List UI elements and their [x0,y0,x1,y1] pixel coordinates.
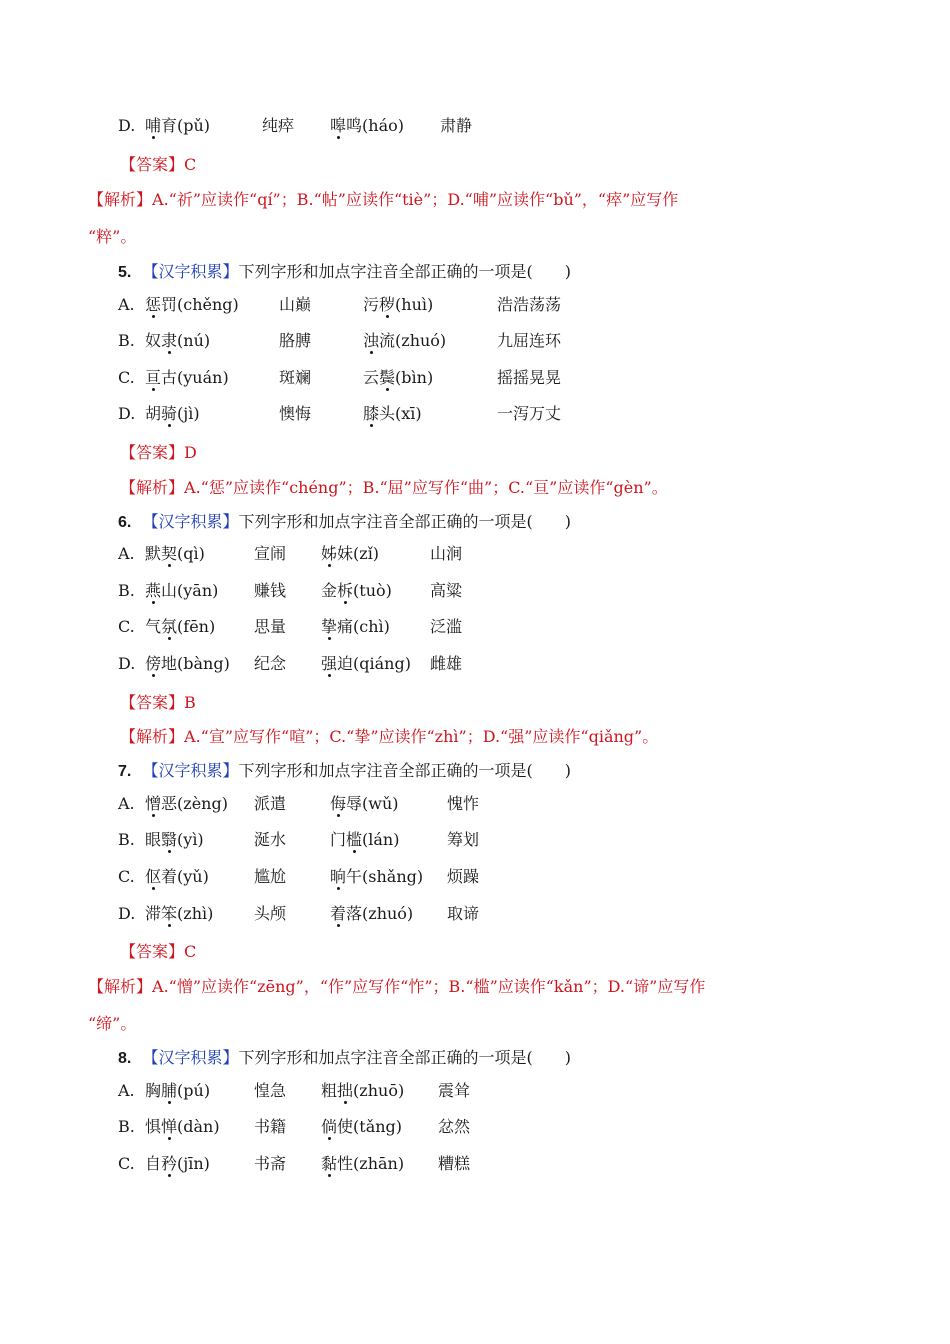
question-number: 7. [118,763,132,780]
option-item: 头颅 [254,904,287,923]
emphasis-char: 晌 [330,867,347,886]
emphasis-char: 倘 [321,1117,338,1136]
emphasis-char: 着 [330,904,347,923]
option-item: 泛滥 [430,617,463,636]
option-item: 书斋 [254,1154,287,1173]
emphasis-char: 憎 [145,794,162,813]
question-tag: 【汉字积累】 [142,761,239,780]
option-item: 眼翳(yì) [145,830,204,849]
option-item: 山巅 [279,295,312,314]
option-item: 燕山(yān) [145,581,219,600]
option-item: 着落(zhuó) [330,904,414,923]
option-item: 奴隶(nú) [145,331,211,350]
option-item: 胳膊 [279,331,312,350]
question-tag: 【汉字积累】 [142,1048,239,1067]
option-item: 门槛(lán) [330,830,400,849]
emphasis-char: 矜 [161,1154,178,1173]
option-item: 伛着(yǔ) [145,867,209,886]
question-text: 下列字形和加点字注音全部正确的一项是( ) [238,1048,571,1067]
question-stem [118,261,571,284]
emphasis-char: 隶 [161,331,178,350]
option-item: 胡骑(jì) [145,404,200,423]
option-item: 胸脯(pú) [145,1081,211,1100]
option-item: 摇摇晃晃 [497,368,562,387]
option-item: 嗥鸣(háo) [330,116,404,135]
option-item: 赚钱 [254,581,287,600]
option-item: 糟糕 [438,1154,471,1173]
option-item: 默契(qì) [145,544,205,563]
option-item: 姊妹(zǐ) [321,544,380,563]
option-item: 山涧 [430,544,463,563]
emphasis-char: 黏 [321,1154,338,1173]
answer-line: 【答案】B [120,693,196,712]
question-number: 6. [118,514,132,531]
question-tag: 【汉字积累】 [142,262,239,281]
option-item: 震耸 [438,1081,471,1100]
option-item: 膝头(xī) [363,404,422,423]
emphasis-char: 翳 [161,830,178,849]
option-item: 惩罚(chěng) [145,295,239,314]
analysis-line-continued: “缔”。 [88,1014,137,1033]
option-item: 忿然 [438,1117,471,1136]
question-text: 下列字形和加点字注音全部正确的一项是( ) [238,262,571,281]
emphasis-char: 惮 [161,1117,178,1136]
option-item: 晌午(shǎng) [330,867,424,886]
option-item: 浩浩荡荡 [497,295,562,314]
emphasis-char: 哺 [145,116,162,135]
option-item: 雌雄 [430,654,463,673]
option-item: 气氛(fēn) [145,617,216,636]
option-item: 思量 [254,617,287,636]
option-item: 书籍 [254,1117,287,1136]
emphasis-char: 伛 [145,867,162,886]
analysis-line: 【解析】A.“惩”应读作“chéng”；B.“屈”应写作“曲”；C.“亘”应读作“gèn”。 [120,478,668,497]
question-stem [118,1047,571,1070]
emphasis-char: 亘 [145,368,162,387]
emphasis-char: 氛 [161,617,178,636]
question-text: 下列字形和加点字注音全部正确的一项是( ) [238,512,571,531]
option-item: 亘古(yuán) [145,368,229,387]
option-item: 憎恶(zèng) [145,794,228,813]
option-item: 黏性(zhān) [321,1154,405,1173]
question-stem [118,760,571,783]
option-item: 倘使(tǎng) [321,1117,403,1136]
option-item: 污秽(huì) [363,295,434,314]
option-item: 金柝(tuò) [321,581,392,600]
option-item: 烦躁 [447,867,480,886]
option-item: 派遣 [254,794,287,813]
option-item: 滞笨(zhì) [145,904,214,923]
emphasis-char: 鬓 [379,368,396,387]
option-item: 尴尬 [254,867,287,886]
emphasis-char: 槛 [346,830,363,849]
option-item: 哺育(pǔ) [145,116,211,135]
question-text: 下列字形和加点字注音全部正确的一项是( ) [238,761,571,780]
option-item: 强迫(qiáng) [321,654,411,673]
option-item: 粗拙(zhuō) [321,1081,405,1100]
option-item: 侮辱(wǔ) [330,794,399,813]
option-item: 云鬓(bìn) [363,368,434,387]
emphasis-char: 脯 [161,1081,178,1100]
emphasis-char: 契 [161,544,178,563]
emphasis-char: 骑 [161,404,178,423]
option-item: 纪念 [254,654,287,673]
emphasis-char: 傍 [145,654,162,673]
emphasis-char: 姊 [321,544,338,563]
option-item: 九屈连环 [497,331,562,350]
analysis-line: 【解析】A.“憎”应读作“zēng”，“作”应写作“怍”；B.“槛”应读作“kǎn”；D.“谛”应写作 [88,977,706,996]
option-item: 懊悔 [279,404,312,423]
option-item: 一泻万丈 [497,404,562,423]
emphasis-char: 挚 [321,617,338,636]
emphasis-char: 强 [321,654,338,673]
question-number: 8. [118,1050,132,1067]
analysis-line-continued: “粹”。 [88,227,137,246]
emphasis-char: 侮 [330,794,347,813]
emphasis-char: 柝 [337,581,354,600]
option-letter: D. [118,116,136,135]
option-item: 筹划 [447,830,480,849]
emphasis-char: 燕 [145,581,162,600]
option-item: 自矜(jīn) [145,1154,210,1173]
analysis-line: 【解析】A.“宣”应写作“喧”；C.“挚”应读作“zhì”；D.“强”应读作“qiǎng”。 [120,727,659,746]
option-item: 惶急 [254,1081,287,1100]
question-tag: 【汉字积累】 [142,512,239,531]
answer-line: 【答案】C [120,155,197,174]
option-item: 纯瘁 [262,116,295,135]
emphasis-char: 秽 [379,295,396,314]
emphasis-char: 膝 [363,404,380,423]
emphasis-char: 拙 [337,1081,354,1100]
emphasis-char: 嗥 [330,116,347,135]
analysis-line: 【解析】A.“祈”应读作“qí”；B.“帖”应读作“tiè”；D.“哺”应读作“bǔ”，“瘁”应写作 [88,190,679,209]
option-item: 涎水 [254,830,287,849]
answer-line: 【答案】C [120,942,197,961]
option-item: 浊流(zhuó) [363,331,447,350]
option-item: 挚痛(chì) [321,617,390,636]
answer-line: 【答案】D [120,443,197,462]
question-stem [118,511,571,534]
option-item: 斑斓 [279,368,312,387]
option-item: 愧怍 [447,794,480,813]
option-item: 傍地(bàng) [145,654,230,673]
emphasis-char: 笨 [161,904,178,923]
option-item: 肃静 [440,116,473,135]
option-item: 惧惮(dàn) [145,1117,220,1136]
option-item: 宣闹 [254,544,287,563]
option-item: 高粱 [430,581,463,600]
option-item: 取谛 [447,904,480,923]
emphasis-char: 浊 [363,331,380,350]
question-number: 5. [118,264,132,281]
emphasis-char: 惩 [145,295,162,314]
